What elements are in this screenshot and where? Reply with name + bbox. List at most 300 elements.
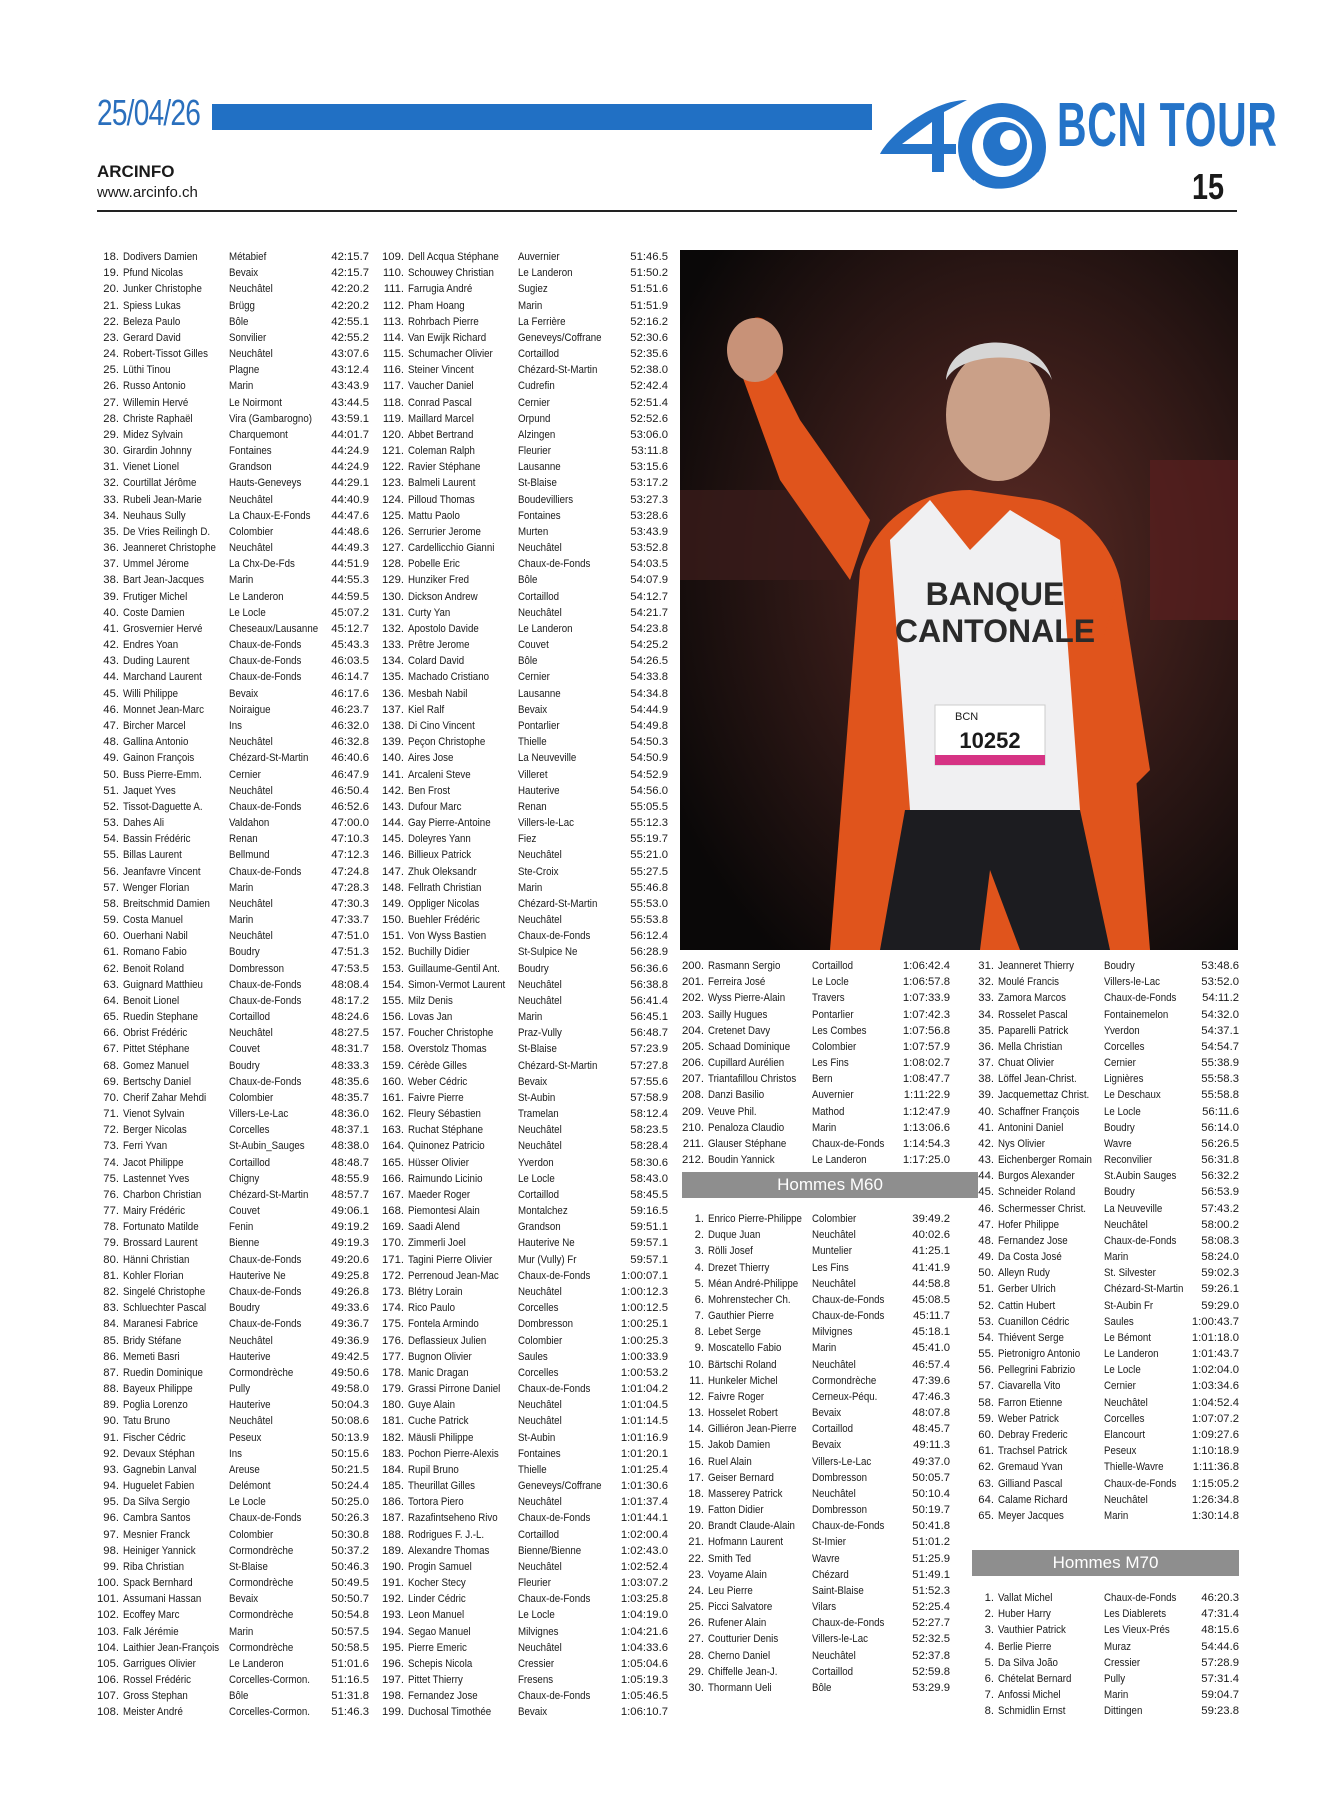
result-time: 58:08.3: [1201, 1234, 1239, 1247]
result-name: Manic Dragan: [408, 1366, 469, 1379]
result-city: Marin: [229, 914, 254, 927]
result-name: Jeanneret Thierry: [998, 960, 1074, 972]
result-rank: 81.: [103, 1269, 119, 1282]
result-row: [972, 1249, 1239, 1265]
result-name: Calame Richard: [998, 1493, 1068, 1506]
result-row: [682, 1486, 950, 1502]
result-rank: 172.: [382, 1269, 404, 1282]
result-row: [97, 330, 369, 346]
result-rank: 14.: [688, 1423, 704, 1436]
result-row: [97, 1090, 369, 1106]
result-time: 42:55.2: [331, 331, 369, 344]
result-name: Fleury Sébastien: [408, 1108, 481, 1121]
result-name: Sailly Hugues: [708, 1008, 768, 1021]
result-row: [972, 1330, 1239, 1346]
result-name: Marchand Laurent: [123, 671, 202, 684]
result-time: 47:28.3: [331, 881, 369, 894]
result-time: 56:14.0: [1201, 1121, 1239, 1134]
result-name: Frutiger Michel: [123, 590, 188, 603]
result-rank: 52.: [103, 800, 119, 813]
result-city: Ins: [229, 719, 242, 732]
result-row: [97, 993, 369, 1009]
result-time: 1:00:07.1: [620, 1269, 668, 1282]
result-row: [682, 1055, 950, 1071]
result-time: 47:31.4: [1201, 1608, 1239, 1621]
result-row: [682, 1680, 950, 1696]
result-city: Boudry: [229, 1302, 260, 1315]
result-time: 48:07.8: [912, 1407, 950, 1420]
result-row: [382, 249, 668, 265]
result-name: Segao Manuel: [408, 1625, 471, 1638]
result-city: Le Locle: [812, 976, 849, 989]
result-time: 53:52.8: [630, 542, 668, 555]
result-name: Huguelet Fabien: [123, 1480, 195, 1493]
result-city: Auvernier: [518, 251, 560, 263]
result-time: 48:15.6: [1201, 1624, 1239, 1637]
result-city: Le Locle: [229, 1496, 266, 1509]
result-city: Neuchâtel: [812, 1649, 856, 1662]
result-name: Alexandre Thomas: [408, 1544, 490, 1557]
result-rank: 135.: [382, 671, 404, 684]
result-time: 51:46.5: [630, 251, 668, 263]
result-time: 56:31.8: [1201, 1154, 1239, 1167]
result-time: 42:15.7: [331, 267, 369, 280]
result-time: 49:26.8: [331, 1286, 369, 1298]
result-name: Ciavarella Vito: [998, 1380, 1061, 1393]
result-row: [382, 1591, 668, 1607]
result-row: [382, 702, 668, 718]
result-time: 54:11.2: [1202, 992, 1239, 1005]
result-rank: 60.: [978, 1428, 994, 1441]
result-rank: 35.: [103, 525, 119, 538]
result-time: 54:50.3: [630, 736, 668, 749]
result-city: Cernier: [1104, 1380, 1136, 1393]
result-rank: 45.: [978, 1186, 994, 1199]
result-name: Ummel Jérome: [123, 558, 189, 571]
header-bar: [212, 104, 872, 130]
result-city: Delémont: [229, 1480, 271, 1493]
result-time: 1:01:16.9: [620, 1431, 668, 1444]
result-row: [97, 653, 369, 669]
result-row: [97, 1155, 369, 1171]
result-rank: 23.: [103, 331, 119, 344]
result-row: [97, 1009, 369, 1025]
result-name: Weber Patrick: [998, 1412, 1059, 1425]
result-row: [972, 1671, 1239, 1687]
result-name: Lüthi Tinou: [123, 364, 171, 377]
result-rank: 152.: [382, 946, 404, 959]
result-time: 1:11:22.9: [903, 1089, 950, 1102]
result-rank: 130.: [382, 590, 404, 603]
result-rank: 61.: [978, 1445, 994, 1458]
result-name: Willi Philippe: [123, 687, 179, 700]
result-time: 47:53.5: [331, 962, 369, 975]
result-row: [972, 1590, 1239, 1606]
result-rank: 63.: [978, 1477, 994, 1490]
result-row: [97, 1203, 369, 1219]
result-rank: 104.: [97, 1641, 119, 1654]
result-row: [382, 750, 668, 766]
result-name: Neuhaus Sully: [123, 509, 186, 522]
result-city: Bevaix: [518, 1706, 548, 1719]
result-rank: 211.: [682, 1137, 704, 1150]
result-rank: 141.: [382, 768, 404, 781]
result-name: Fatton Didier: [708, 1504, 764, 1517]
result-row: [382, 1672, 668, 1688]
result-city: La Neuveville: [518, 752, 577, 765]
result-name: Romano Fabio: [123, 946, 187, 959]
result-name: Ruchat Stéphane: [408, 1124, 484, 1137]
result-rank: 193.: [382, 1609, 404, 1622]
result-name: Da Costa José: [998, 1251, 1062, 1264]
result-time: 46:32.8: [331, 736, 369, 749]
result-rank: 46.: [978, 1202, 994, 1215]
result-time: 1:00:53.2: [620, 1366, 668, 1379]
result-name: Raimundo Licinio: [408, 1172, 483, 1185]
result-rank: 33.: [103, 493, 119, 506]
result-row: [97, 378, 369, 394]
result-row: [682, 1211, 950, 1227]
result-row: [97, 1462, 369, 1478]
result-row: [972, 1459, 1239, 1475]
result-rank: 203.: [682, 1008, 704, 1021]
result-time: 42:20.2: [331, 283, 369, 296]
result-city: Valdahon: [229, 817, 270, 830]
result-time: 1:02:00.4: [620, 1528, 668, 1541]
result-name: Maranesi Fabrice: [123, 1318, 199, 1331]
result-row: [682, 1357, 950, 1373]
result-rank: 43.: [103, 655, 119, 668]
result-row: [97, 556, 369, 572]
result-row: [382, 718, 668, 734]
result-row: [97, 799, 369, 815]
result-city: Boudry: [1104, 1121, 1135, 1134]
result-name: Rupil Bruno: [408, 1463, 459, 1476]
result-name: Pittet Thierry: [408, 1674, 463, 1687]
result-row: [97, 1397, 369, 1413]
result-city: Colombier: [518, 1334, 563, 1347]
result-city: Neuchâtel: [812, 1229, 856, 1242]
result-name: Steiner Vincent: [408, 364, 474, 377]
result-time: 1:01:37.4: [620, 1496, 668, 1509]
result-city: St-Aubin: [518, 1091, 556, 1104]
result-name: Chételat Bernard: [998, 1672, 1072, 1685]
result-city: Boudevilliers: [518, 493, 574, 506]
result-name: Junker Christophe: [123, 283, 202, 296]
result-time: 54:33.8: [630, 671, 668, 684]
result-time: 47:24.8: [331, 865, 369, 878]
result-city: Cormondrèche: [229, 1544, 294, 1557]
result-city: Chézard-St-Martin: [518, 897, 598, 910]
result-city: Chézard-St-Martin: [1104, 1283, 1184, 1296]
result-row: [382, 1268, 668, 1284]
result-row: [97, 1106, 369, 1122]
result-rank: 110.: [382, 267, 404, 280]
result-name: Arcaleni Steve: [408, 768, 471, 781]
result-row: [97, 912, 369, 928]
result-rank: 58.: [103, 897, 119, 910]
result-row: [382, 864, 668, 880]
result-time: 1:04:33.6: [620, 1641, 668, 1654]
result-time: 53:06.0: [630, 428, 668, 441]
result-time: 1:13:06.6: [902, 1121, 950, 1134]
result-name: Chiffelle Jean-J.: [708, 1665, 778, 1678]
result-time: 46:47.9: [331, 768, 369, 781]
result-city: Elancourt: [1104, 1428, 1146, 1441]
result-row: [972, 1639, 1239, 1655]
result-rank: 76.: [103, 1188, 119, 1201]
result-name: Colard David: [408, 655, 465, 668]
result-time: 47:12.3: [331, 849, 369, 862]
result-name: Obrist Frédéric: [123, 1027, 188, 1040]
result-rank: 72.: [103, 1124, 119, 1137]
result-rank: 170.: [382, 1237, 404, 1250]
result-city: Le Locle: [1104, 1364, 1141, 1377]
result-name: Tatu Bruno: [123, 1415, 170, 1428]
result-row: [382, 1155, 668, 1171]
result-rank: 79.: [103, 1237, 119, 1250]
result-name: Tagini Pierre Olivier: [408, 1253, 493, 1266]
result-time: 1:03:07.2: [620, 1577, 668, 1590]
result-city: Bellmund: [229, 849, 270, 862]
result-name: Progin Samuel: [408, 1560, 472, 1573]
result-rank: 157.: [382, 1027, 404, 1040]
result-name: Rossel Frédéric: [123, 1674, 192, 1687]
result-city: Marin: [1104, 1509, 1129, 1522]
result-name: Cuanillon Cédric: [998, 1315, 1070, 1328]
result-time: 48:27.5: [331, 1027, 369, 1040]
result-rank: 56.: [103, 865, 119, 878]
result-rank: 36.: [978, 1040, 994, 1053]
result-row: [972, 1023, 1239, 1039]
result-time: 1:02:04.0: [1191, 1364, 1239, 1377]
result-row: [97, 1058, 369, 1074]
result-city: Milvignes: [518, 1625, 559, 1638]
result-city: Corcelles: [229, 1124, 270, 1137]
result-name: Lovas Jan: [408, 1011, 453, 1024]
result-name: Willemin Hervé: [123, 396, 189, 409]
result-rank: 200.: [682, 960, 704, 972]
result-time: 53:15.6: [630, 461, 668, 474]
result-name: Danzi Basilio: [708, 1089, 765, 1102]
result-time: 43:07.6: [331, 348, 369, 361]
result-time: 56:28.9: [630, 946, 668, 959]
result-rank: 134.: [382, 655, 404, 668]
result-name: Breitschmid Damien: [123, 897, 210, 910]
result-time: 1:04:21.6: [620, 1625, 668, 1638]
result-rank: 210.: [682, 1121, 704, 1134]
result-time: 1:03:34.6: [1191, 1380, 1239, 1393]
result-rank: 166.: [382, 1172, 404, 1185]
result-name: Rufener Alain: [708, 1617, 767, 1630]
result-time: 50:15.6: [331, 1447, 369, 1460]
result-time: 52:35.6: [630, 348, 668, 361]
result-name: Endres Yoan: [123, 639, 179, 652]
result-time: 49:20.6: [331, 1253, 369, 1266]
result-city: Neuchâtel: [229, 1027, 273, 1040]
result-rank: 60.: [103, 930, 119, 943]
result-row: [382, 993, 668, 1009]
result-city: Cormondrèche: [229, 1609, 294, 1622]
result-time: 48:57.7: [331, 1188, 369, 1201]
result-time: 52:30.6: [630, 331, 668, 344]
result-rank: 197.: [382, 1674, 404, 1687]
result-city: Neuchâtel: [229, 348, 273, 361]
result-name: Charbon Christian: [123, 1188, 202, 1201]
result-time: 58:12.4: [630, 1108, 668, 1121]
result-time: 1:06:57.8: [902, 976, 950, 989]
result-row: [97, 249, 369, 265]
result-time: 46:14.7: [331, 671, 369, 684]
result-time: 55:19.7: [630, 833, 668, 846]
result-row: [97, 1672, 369, 1688]
result-city: Cortaillod: [812, 960, 854, 972]
result-rank: 22.: [103, 315, 119, 328]
result-name: Rosselet Pascal: [998, 1008, 1068, 1021]
result-time: 57:23.9: [630, 1043, 668, 1056]
result-city: Ins: [229, 1447, 242, 1460]
result-time: 54:23.8: [630, 622, 668, 635]
result-name: Gay Pierre-Antoine: [408, 817, 491, 830]
result-city: Charquemont: [229, 428, 288, 441]
result-rank: 63.: [103, 978, 119, 991]
result-row: [97, 815, 369, 831]
result-row: [382, 1462, 668, 1478]
result-time: 53:43.9: [630, 525, 668, 538]
result-rank: 159.: [382, 1059, 404, 1072]
result-rank: 49.: [103, 752, 119, 765]
result-row: [97, 1041, 369, 1057]
result-row: [382, 1074, 668, 1090]
result-row: [972, 1039, 1239, 1055]
result-rank: 143.: [382, 800, 404, 813]
result-time: 47:00.0: [331, 817, 369, 830]
result-city: Wavre: [1104, 1137, 1132, 1150]
result-city: Travers: [812, 992, 845, 1005]
result-rank: 21.: [688, 1536, 704, 1549]
result-name: Kohler Florian: [123, 1269, 184, 1282]
result-city: Le Landeron: [229, 1657, 284, 1670]
result-name: Pilloud Thomas: [408, 493, 475, 506]
result-time: 54:25.2: [630, 639, 668, 652]
result-time: 57:31.4: [1201, 1672, 1239, 1685]
result-name: Cherno Daniel: [708, 1649, 771, 1662]
result-rank: 191.: [382, 1577, 404, 1590]
result-city: Saules: [1104, 1315, 1134, 1328]
result-row: [972, 1168, 1239, 1184]
result-name: Ecoffey Marc: [123, 1609, 180, 1622]
result-rank: 146.: [382, 849, 404, 862]
result-time: 59:04.7: [1201, 1689, 1239, 1702]
result-rank: 137.: [382, 703, 404, 716]
result-time: 49:37.0: [912, 1455, 950, 1468]
result-city: Chézard-St-Martin: [518, 364, 598, 377]
result-time: 55:53.0: [630, 897, 668, 910]
result-name: Laithier Jean-François: [123, 1641, 220, 1654]
result-time: 46:23.7: [331, 703, 369, 716]
result-city: Chaux-de-Fonds: [229, 978, 302, 991]
result-time: 45:41.0: [912, 1342, 950, 1355]
result-rank: 21.: [103, 299, 119, 312]
result-row: [682, 1039, 950, 1055]
result-row: [682, 1023, 950, 1039]
result-rank: 74.: [103, 1156, 119, 1169]
result-rank: 54.: [978, 1331, 994, 1344]
result-rank: 164.: [382, 1140, 404, 1153]
result-row: [382, 912, 668, 928]
result-row: [682, 1405, 950, 1421]
result-city: Chaux-de-Fonds: [518, 558, 591, 571]
result-time: 49:25.8: [331, 1269, 369, 1282]
result-rank: 209.: [682, 1105, 704, 1118]
result-name: Gomez Manuel: [123, 1059, 189, 1072]
result-city: Neuchâtel: [518, 1415, 562, 1428]
result-time: 41:41.9: [912, 1261, 950, 1274]
result-name: Vienet Lionel: [123, 461, 180, 474]
result-row: [682, 1664, 950, 1680]
result-row: [382, 1203, 668, 1219]
brand-url[interactable]: www.arcinfo.ch: [97, 184, 198, 201]
result-row: [382, 1300, 668, 1316]
result-time: 54:07.9: [630, 574, 668, 587]
result-row: [382, 475, 668, 491]
result-time: 50:54.8: [331, 1609, 369, 1622]
result-time: 50:41.8: [912, 1520, 950, 1533]
result-city: Neuchâtel: [518, 1124, 562, 1137]
result-rank: 49.: [978, 1251, 994, 1264]
result-rank: 41.: [978, 1121, 994, 1134]
result-time: 49:36.7: [331, 1318, 369, 1331]
result-rank: 38.: [103, 574, 119, 587]
result-rank: 171.: [382, 1253, 404, 1266]
result-row: [97, 1413, 369, 1429]
result-time: 50:58.5: [331, 1641, 369, 1654]
result-city: Renan: [518, 800, 547, 813]
result-time: 50:08.6: [331, 1415, 369, 1428]
result-name: Perrenoud Jean-Mac: [408, 1269, 499, 1282]
result-rank: 28.: [103, 412, 119, 425]
result-city: Chézard-St-Martin: [229, 752, 309, 765]
result-name: Hüsser Olivier: [408, 1156, 470, 1169]
result-name: Antonini Daniel: [998, 1121, 1064, 1134]
result-city: Le Landeron: [229, 590, 284, 603]
result-row: [972, 1265, 1239, 1281]
result-row: [972, 1298, 1239, 1314]
result-name: Moscatello Fabio: [708, 1342, 782, 1355]
result-name: Rasmann Sergio: [708, 960, 781, 972]
result-rank: 140.: [382, 752, 404, 765]
result-city: Vira (Gambarogno): [229, 412, 312, 425]
result-name: Chuat Olivier: [998, 1057, 1055, 1070]
result-name: Buehler Frédéric: [408, 914, 480, 927]
result-city: Bôle: [229, 315, 249, 328]
result-time: 56:11.6: [1202, 1105, 1239, 1118]
result-city: Marin: [518, 881, 543, 894]
bib-top-text: BCN: [955, 711, 979, 723]
result-city: Saint-Blaise: [812, 1584, 864, 1597]
result-city: Chaux-de-Fonds: [1104, 992, 1177, 1005]
result-row: [972, 1233, 1239, 1249]
result-name: Schermesser Christ.: [998, 1202, 1087, 1215]
result-city: Neuchâtel: [518, 1140, 562, 1153]
result-rank: 26.: [688, 1617, 704, 1630]
result-city: Saules: [518, 1350, 548, 1363]
result-name: Spack Bernhard: [123, 1577, 193, 1590]
result-name: Cherif Zahar Mehdi: [123, 1091, 207, 1104]
result-city: Le Landeron: [812, 1154, 867, 1167]
result-time: 54:37.1: [1201, 1024, 1239, 1037]
result-rank: 201.: [682, 976, 704, 989]
